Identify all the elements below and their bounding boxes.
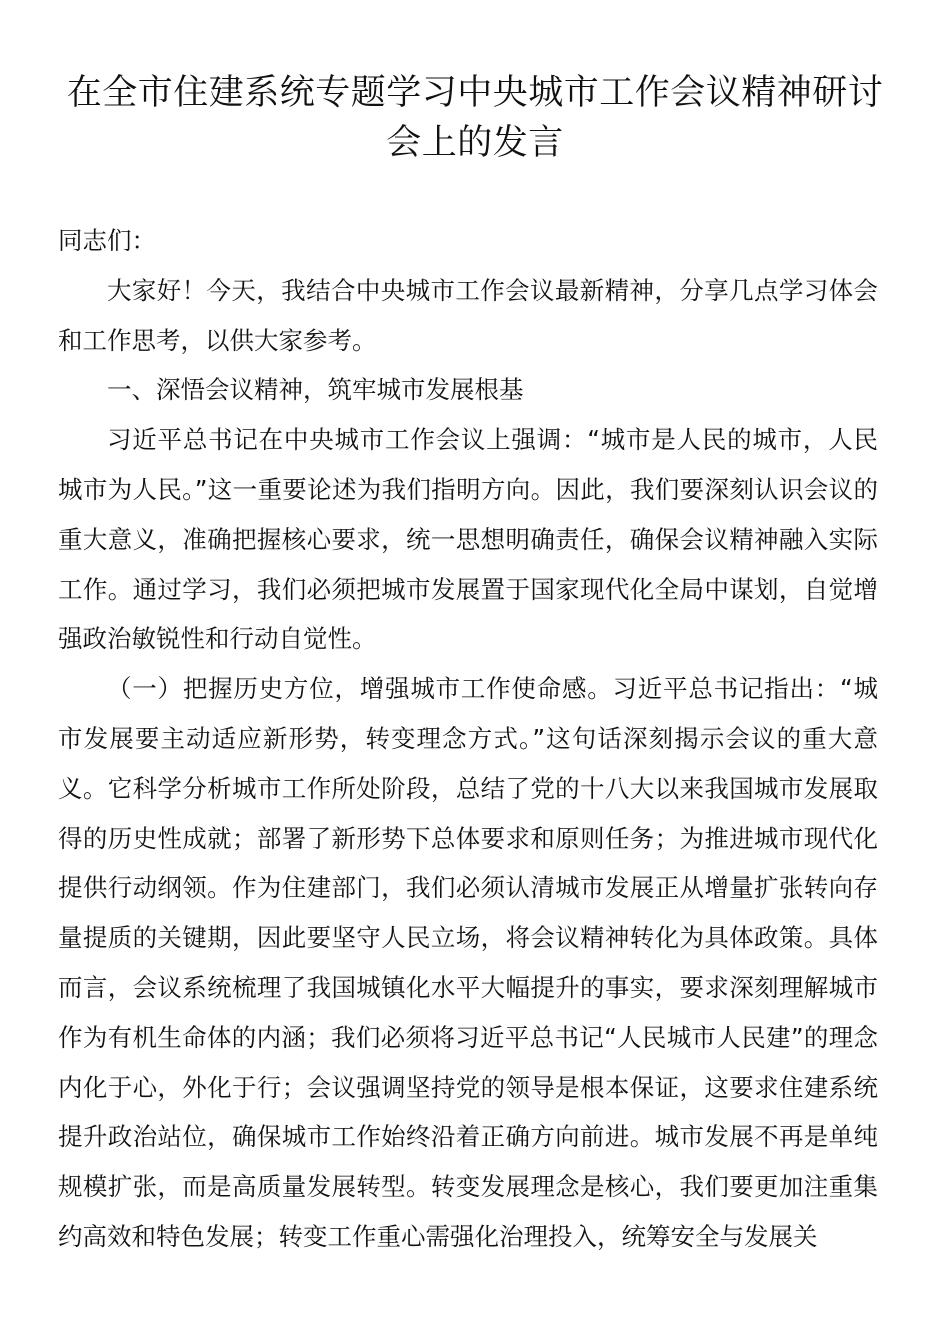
document-title: 在全市住建系统专题学习中央城市工作会议精神研讨会上的发言 <box>66 73 884 163</box>
section-heading-1: 一、深悟会议精神，筑牢城市发展根基 <box>107 375 524 405</box>
salutation: 同志们： <box>58 226 156 255</box>
paragraph-subsection-1: （一）把握历史方位，增强城市工作使命感。习近平总书记指出：“城市发展要主动适应新形势，转变理念方式。”这句话深刻揭示会议的重大意义。它科学分析城市工作所处阶段，总结了党的十八大以来我国城市发展取得的历史性成就；部署了新形势下总体要求和原则任务；为推进城市现代化提供行动纲领。作为住建部门，我们必须认清城市发展正从增量扩张转向存量提质的关键期，因此要坚守人民立场，将会议精神转化为具体政策。具体而言，会议系统梳理了我国城镇化水平大幅提升的事实，要求深刻理解城市作为有机生命体的内涵；我们必须将习近平总书记“人民城市人民建”的理念内化于心，外化于行；会议强调坚持党的领导是根本保证，这要求住建系统提升政治站位，确保城市工作始终沿着正确方向前进。城市发展不再是单纯规模扩张，而是高质量发展转型。转变发展理念是核心，我们要更加注重集约高效和特色发展；转变工作重心需强化治理投入，统筹安全与发展关 <box>58 674 878 1251</box>
paragraph-section-1-intro: 习近平总书记在中央城市工作会议上强调：“城市是人民的城市，人民城市为人民。”这一重要论述为我们指明方向。因此，我们要深刻认识会议的重大意义，准确把握核心要求，统一思想明确责任，确保会议精神融入实际工作。通过学习，我们必须把城市发展置于国家现代化全局中谋划，自觉增强政治敏锐性和行动自觉性。 <box>58 425 878 654</box>
paragraph-greeting: 大家好！今天，我结合中央城市工作会议最新精神，分享几点学习体会和工作思考，以供大家参考。 <box>58 275 878 355</box>
document-body <box>58 216 878 1262</box>
